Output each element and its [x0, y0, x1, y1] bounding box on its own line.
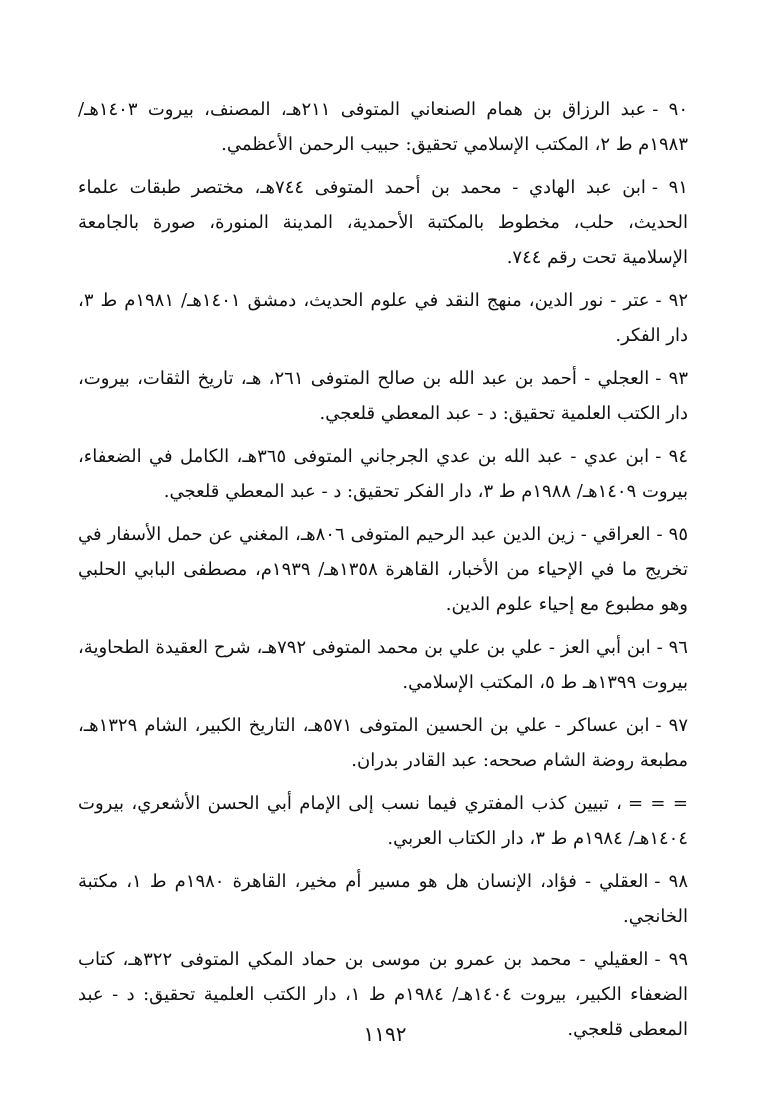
entry-number: ٩٤ - — [655, 446, 688, 467]
entry-number: ٩٥ - — [656, 524, 688, 545]
entry-number: ٩٨ - — [654, 871, 688, 892]
bibliography-entry — [78, 283, 688, 353]
entry-text: ، تبيين كذب المفتري فيما نسب إلى الإمام أبي الحسن الأشعري، بيروت ١٤٠٤هـ/ ١٩٨٤م ط ٣، دار الكتاب العربي. — [78, 793, 688, 849]
entry-number: ٩٣ - — [655, 368, 688, 389]
entry-text: العقيلي - محمد بن عمرو بن موسى بن حماد المكي المتوفى ٣٢٢هـ، كتاب الضعفاء الكبير، بيروت ١٤٠٤هـ/ ١٩٨٤م ط ١، دار الكتب العلمية تحقيق: د - عبد المعطى قلعجي. — [78, 949, 689, 1040]
bibliography-list — [78, 92, 688, 1047]
entry-text: ابن عدي - عبد الله بن عدي الجرجاني المتوفى ٣٦٥هـ، الكامل في الضعفاء، بيروت ١٤٠٩هـ/ ١٩٨٨م ط ٣، دار الفكر تحقيق: د - عبد المعطي قلعجي. — [78, 446, 688, 502]
page-number: ١١٩٢ — [363, 1022, 407, 1046]
entry-number: ٩٩ - — [654, 949, 688, 970]
entry-text: عتر - نور الدين، منهج النقد في علوم الحديث، دمشق ١٤٠١هـ/ ١٩٨١م ط ٣، دار الفكر. — [78, 290, 688, 346]
entry-text: ابن أبي العز - علي بن علي بن محمد المتوفى ٧٩٢هـ، شرح العقيدة الطحاوية، بيروت ١٣٩٩هـ ط ٥، المكتب الإسلامي. — [78, 637, 688, 693]
bibliography-entry — [78, 439, 688, 509]
ditto-marks: = = = — [627, 793, 688, 814]
entry-text: العجلي - أحمد بن عبد الله بن صالح المتوفى ٢٦١، هـ، تاريخ الثقات، بيروت، دار الكتب العلمية تحقيق: د - عبد المعطي قلعجي. — [78, 368, 688, 424]
bibliography-entry — [78, 170, 688, 275]
bibliography-entry — [78, 786, 688, 856]
entry-number: ٩١ - — [651, 177, 688, 198]
entry-number: ٩٧ - — [655, 715, 689, 736]
entry-number: ٩٦ - — [656, 637, 688, 658]
entry-number: ٩٠ - — [652, 99, 688, 120]
entry-number: ٩٢ - — [655, 290, 688, 311]
entry-text: العراقي - زين الدين عبد الرحيم المتوفى ٨٠٦هـ، المغني عن حمل الأسفار في تخريج ما في الإحياء من الأخبار، القاهرة ١٣٥٨هـ/ ١٩٣٩م، مصطفى البابي الحلبي وهو مطبوع مع إحياء علوم الدين. — [78, 524, 689, 615]
bibliography-entry — [78, 630, 688, 700]
entry-text: ابن عبد الهادي - محمد بن أحمد المتوفى ٧٤٤هـ، مختصر طبقات علماء الحديث، حلب، مخطوط بالمكتبة الأحمدية، المدينة المنورة، صورة بالجامعة الإسلامية تحت رقم ٧٤٤. — [78, 177, 688, 268]
entry-text: العقلي - فؤاد، الإنسان هل هو مسير أم مخير، القاهرة ١٩٨٠م ط ١، مكتبة الخانجي. — [78, 871, 688, 927]
bibliography-entry — [78, 92, 688, 162]
bibliography-entry — [78, 864, 688, 934]
bibliography-entry — [78, 361, 688, 431]
entry-text: عبد الرزاق بن همام الصنعاني المتوفى ٢١١هـ، المصنف، بيروت ١٤٠٣هـ/ ١٩٨٣م ط ٢، المكتب الإسلامي تحقيق: حبيب الرحمن الأعظمي. — [78, 99, 688, 155]
entry-text: ابن عساكر - علي بن الحسين المتوفى ٥٧١هـ، التاريخ الكبير، الشام ١٣٢٩هـ، مطبعة روضة الشام صححه: عبد القادر بدران. — [78, 715, 688, 771]
bibliography-entry — [78, 517, 688, 622]
bibliography-entry — [78, 708, 688, 778]
